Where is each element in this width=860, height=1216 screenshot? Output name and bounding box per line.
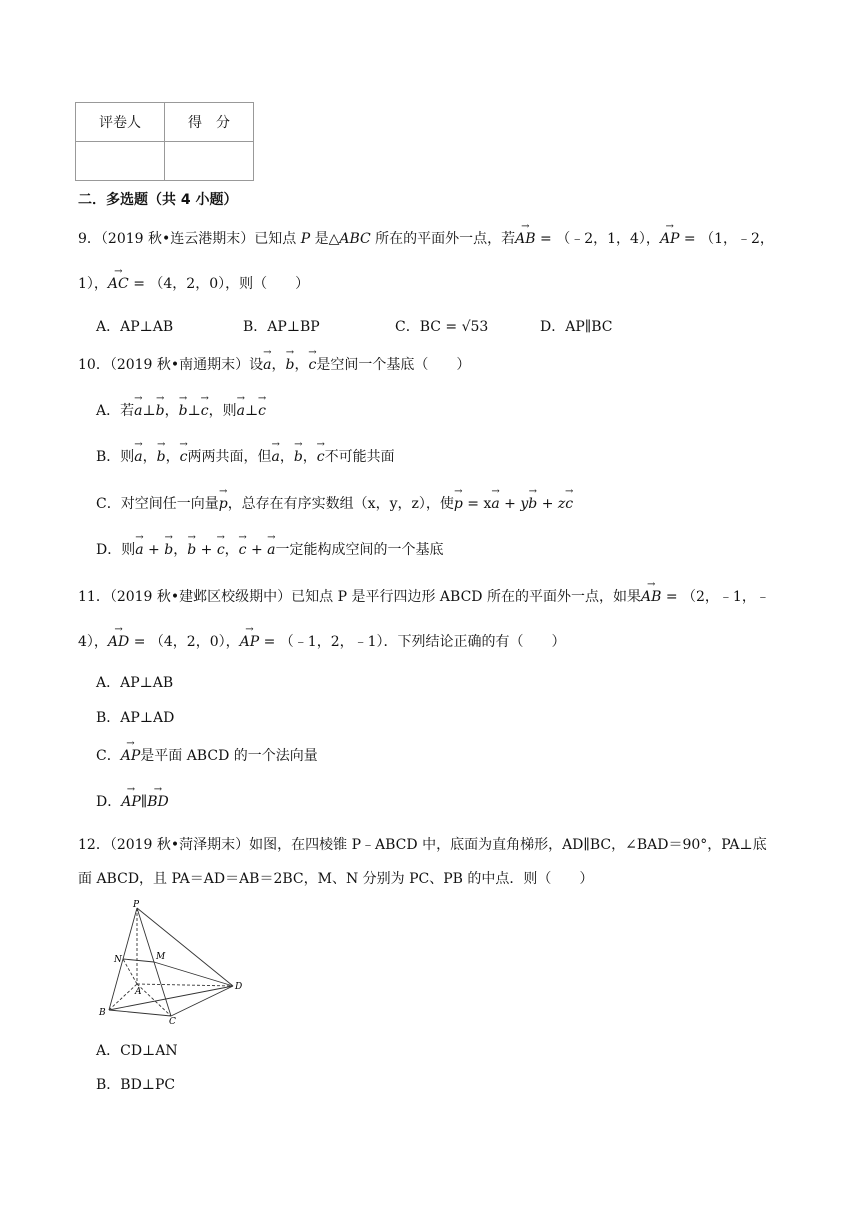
q9-line2 bbox=[78, 270, 309, 293]
grade-table bbox=[75, 102, 254, 181]
vector-ab: → AB bbox=[515, 225, 535, 247]
q9-text: = （4，2，0），则（ ） bbox=[128, 276, 310, 292]
vector-a: → a bbox=[271, 443, 279, 465]
q9-option-a[interactable]: A．AP⊥AB bbox=[96, 319, 174, 335]
q12-line1: 12．（2019 秋•菏泽期末）如图，在四棱锥 P﹣ABCD 中，底面为直角梯形，AD∥BC，∠BAD＝90°，PA⊥底 bbox=[78, 837, 767, 853]
vector-b: → b bbox=[156, 397, 165, 419]
q11-text: = （2，﹣1，﹣ bbox=[661, 589, 770, 605]
vector-a: → a bbox=[134, 443, 142, 465]
grader-cell[interactable] bbox=[76, 142, 165, 181]
vector-ap: → AP bbox=[121, 788, 141, 810]
q9-text: 1）， bbox=[78, 276, 108, 292]
vector-ap: → AP bbox=[660, 225, 680, 247]
vector-a: → a bbox=[267, 536, 275, 558]
q10-option-d[interactable]: D．则→ a + → b，→ b + → c，→ c + → a一定能构成空间的一个基底 bbox=[96, 536, 444, 559]
q9-option-d[interactable]: D．AP∥BC bbox=[540, 319, 613, 335]
q9-text: 9．（2019 秋•连云港期末）已知点 bbox=[78, 231, 301, 247]
q9-triangle: ABC bbox=[339, 231, 371, 247]
grader-header: 评卷人 bbox=[76, 103, 165, 142]
section-title: 二．多选题（共 4 小题） bbox=[78, 192, 238, 208]
pyramid-figure bbox=[95, 898, 255, 1024]
vector-ac: → AC bbox=[108, 270, 129, 292]
q11-option-d[interactable] bbox=[96, 788, 169, 811]
score-cell[interactable] bbox=[165, 142, 254, 181]
vector-b: → b bbox=[179, 397, 188, 419]
q9-point-p: P bbox=[300, 231, 311, 247]
vector-b: → b bbox=[157, 443, 166, 465]
q10d-text: 一定能构成空间的一个基底 bbox=[275, 542, 444, 558]
q11-line1 bbox=[78, 583, 770, 606]
q12-option-b[interactable]: B．BD⊥PC bbox=[96, 1077, 176, 1093]
vector-a: → a bbox=[135, 536, 143, 558]
label-p: P bbox=[133, 900, 140, 910]
q11c-text: C． bbox=[96, 748, 121, 764]
q10c-text: C．对空间任一向量 bbox=[96, 496, 219, 512]
vector-c: → c bbox=[308, 351, 316, 373]
vector-c: → c bbox=[258, 397, 266, 419]
parallel-symbol: ∥ bbox=[140, 794, 148, 810]
q10b-text: B．则 bbox=[96, 449, 135, 465]
vector-p: → p bbox=[219, 490, 228, 512]
vector-p: → p bbox=[454, 490, 463, 512]
q9-text: = （﹣2，1，4）， bbox=[535, 231, 660, 247]
vector-c: → c bbox=[317, 443, 325, 465]
vector-bd: → BD bbox=[147, 788, 169, 810]
vector-a: → a bbox=[263, 351, 271, 373]
q10-stem: 10．（2019 秋•南通期末）设→ a，→ b，→ c是空间一个基底（ ） bbox=[78, 351, 470, 374]
vector-c: → c bbox=[180, 443, 188, 465]
q10c-text: = x bbox=[462, 496, 492, 512]
q12-option-a[interactable]: A．CD⊥AN bbox=[96, 1043, 178, 1059]
label-d: D bbox=[235, 982, 243, 992]
vector-a: → a bbox=[491, 490, 499, 512]
q9-text: = （1，﹣2， bbox=[679, 231, 774, 247]
vector-b: → b bbox=[294, 443, 303, 465]
q10-text: 10．（2019 秋•南通期末）设 bbox=[78, 357, 264, 373]
q10-text: 是空间一个基底（ ） bbox=[316, 357, 471, 373]
vector-a: → a bbox=[134, 397, 142, 419]
q11-line2 bbox=[78, 628, 566, 651]
vector-c: → c bbox=[217, 536, 225, 558]
q11-option-a[interactable]: A．AP⊥AB bbox=[96, 675, 174, 691]
q11c-text: 是平面 ABCD 的一个法向量 bbox=[140, 748, 318, 764]
q11-text: = （4，2，0）， bbox=[129, 634, 240, 650]
vector-c: → c bbox=[565, 490, 573, 512]
q11-option-b[interactable]: B．AP⊥AD bbox=[96, 710, 175, 726]
label-n: N bbox=[114, 955, 122, 965]
q10-option-a[interactable]: A．若→ a⊥→ b，→ b⊥→ c，则→ a⊥→ c bbox=[96, 397, 266, 420]
vector-c: → c bbox=[201, 397, 209, 419]
q11d-text: D． bbox=[96, 794, 122, 810]
q12-line2: 面 ABCD，且 PA＝AD＝AB＝2BC，M、N 分别为 PC、PB 的中点．则（ ） bbox=[78, 871, 594, 887]
q11-option-c[interactable] bbox=[96, 742, 318, 765]
vector-a: → a bbox=[237, 397, 245, 419]
vector-ap: → AP bbox=[240, 628, 260, 650]
label-c: C bbox=[169, 1017, 176, 1024]
q10a-text: A．若 bbox=[96, 403, 135, 419]
q10-option-c[interactable]: C．对空间任一向量→ p，总存在有序实数组（x，y，z），使→ p = x→ a + y→ b + z→ c bbox=[96, 490, 573, 513]
q10b-text: 两两共面，但 bbox=[187, 449, 272, 465]
q10a-text: ，则 bbox=[208, 403, 237, 419]
q10b-text: 不可能共面 bbox=[324, 449, 395, 465]
vector-ap: → AP bbox=[121, 742, 141, 764]
label-m: M bbox=[156, 952, 166, 962]
q10-option-b[interactable]: B．则→ a，→ b，→ c两两共面，但→ a，→ b，→ c不可能共面 bbox=[96, 443, 395, 466]
q11-text: 11．（2019 秋•建邺区校级期中）已知点 P 是平行四边形 ABCD 所在的平面外一点，如果 bbox=[78, 589, 641, 605]
q9-text: 是△ bbox=[310, 231, 340, 247]
vector-c: → c bbox=[239, 536, 247, 558]
vector-b: → b bbox=[187, 536, 196, 558]
q9-text: 所在的平面外一点，若 bbox=[370, 231, 516, 247]
vector-ab: → AB bbox=[641, 583, 661, 605]
vector-b: → b bbox=[164, 536, 173, 558]
score-header: 得 分 bbox=[165, 103, 254, 142]
q10c-text: ，总存在有序实数组（x，y，z），使 bbox=[227, 496, 454, 512]
q11-text: 4）， bbox=[78, 634, 108, 650]
q9-line1 bbox=[78, 225, 774, 248]
label-b: B bbox=[99, 1008, 106, 1018]
q11-text: = （﹣1，2，﹣1）．下列结论正确的有（ ） bbox=[259, 634, 566, 650]
vector-b: → b bbox=[528, 490, 537, 512]
label-a: A bbox=[135, 987, 142, 997]
vector-b: → b bbox=[286, 351, 295, 373]
q10d-text: D．则 bbox=[96, 542, 136, 558]
vector-ad: → AD bbox=[108, 628, 129, 650]
q9-option-b[interactable]: B．AP⊥BP bbox=[243, 319, 320, 335]
q9-option-c[interactable]: C．BC = √53 bbox=[395, 319, 489, 335]
